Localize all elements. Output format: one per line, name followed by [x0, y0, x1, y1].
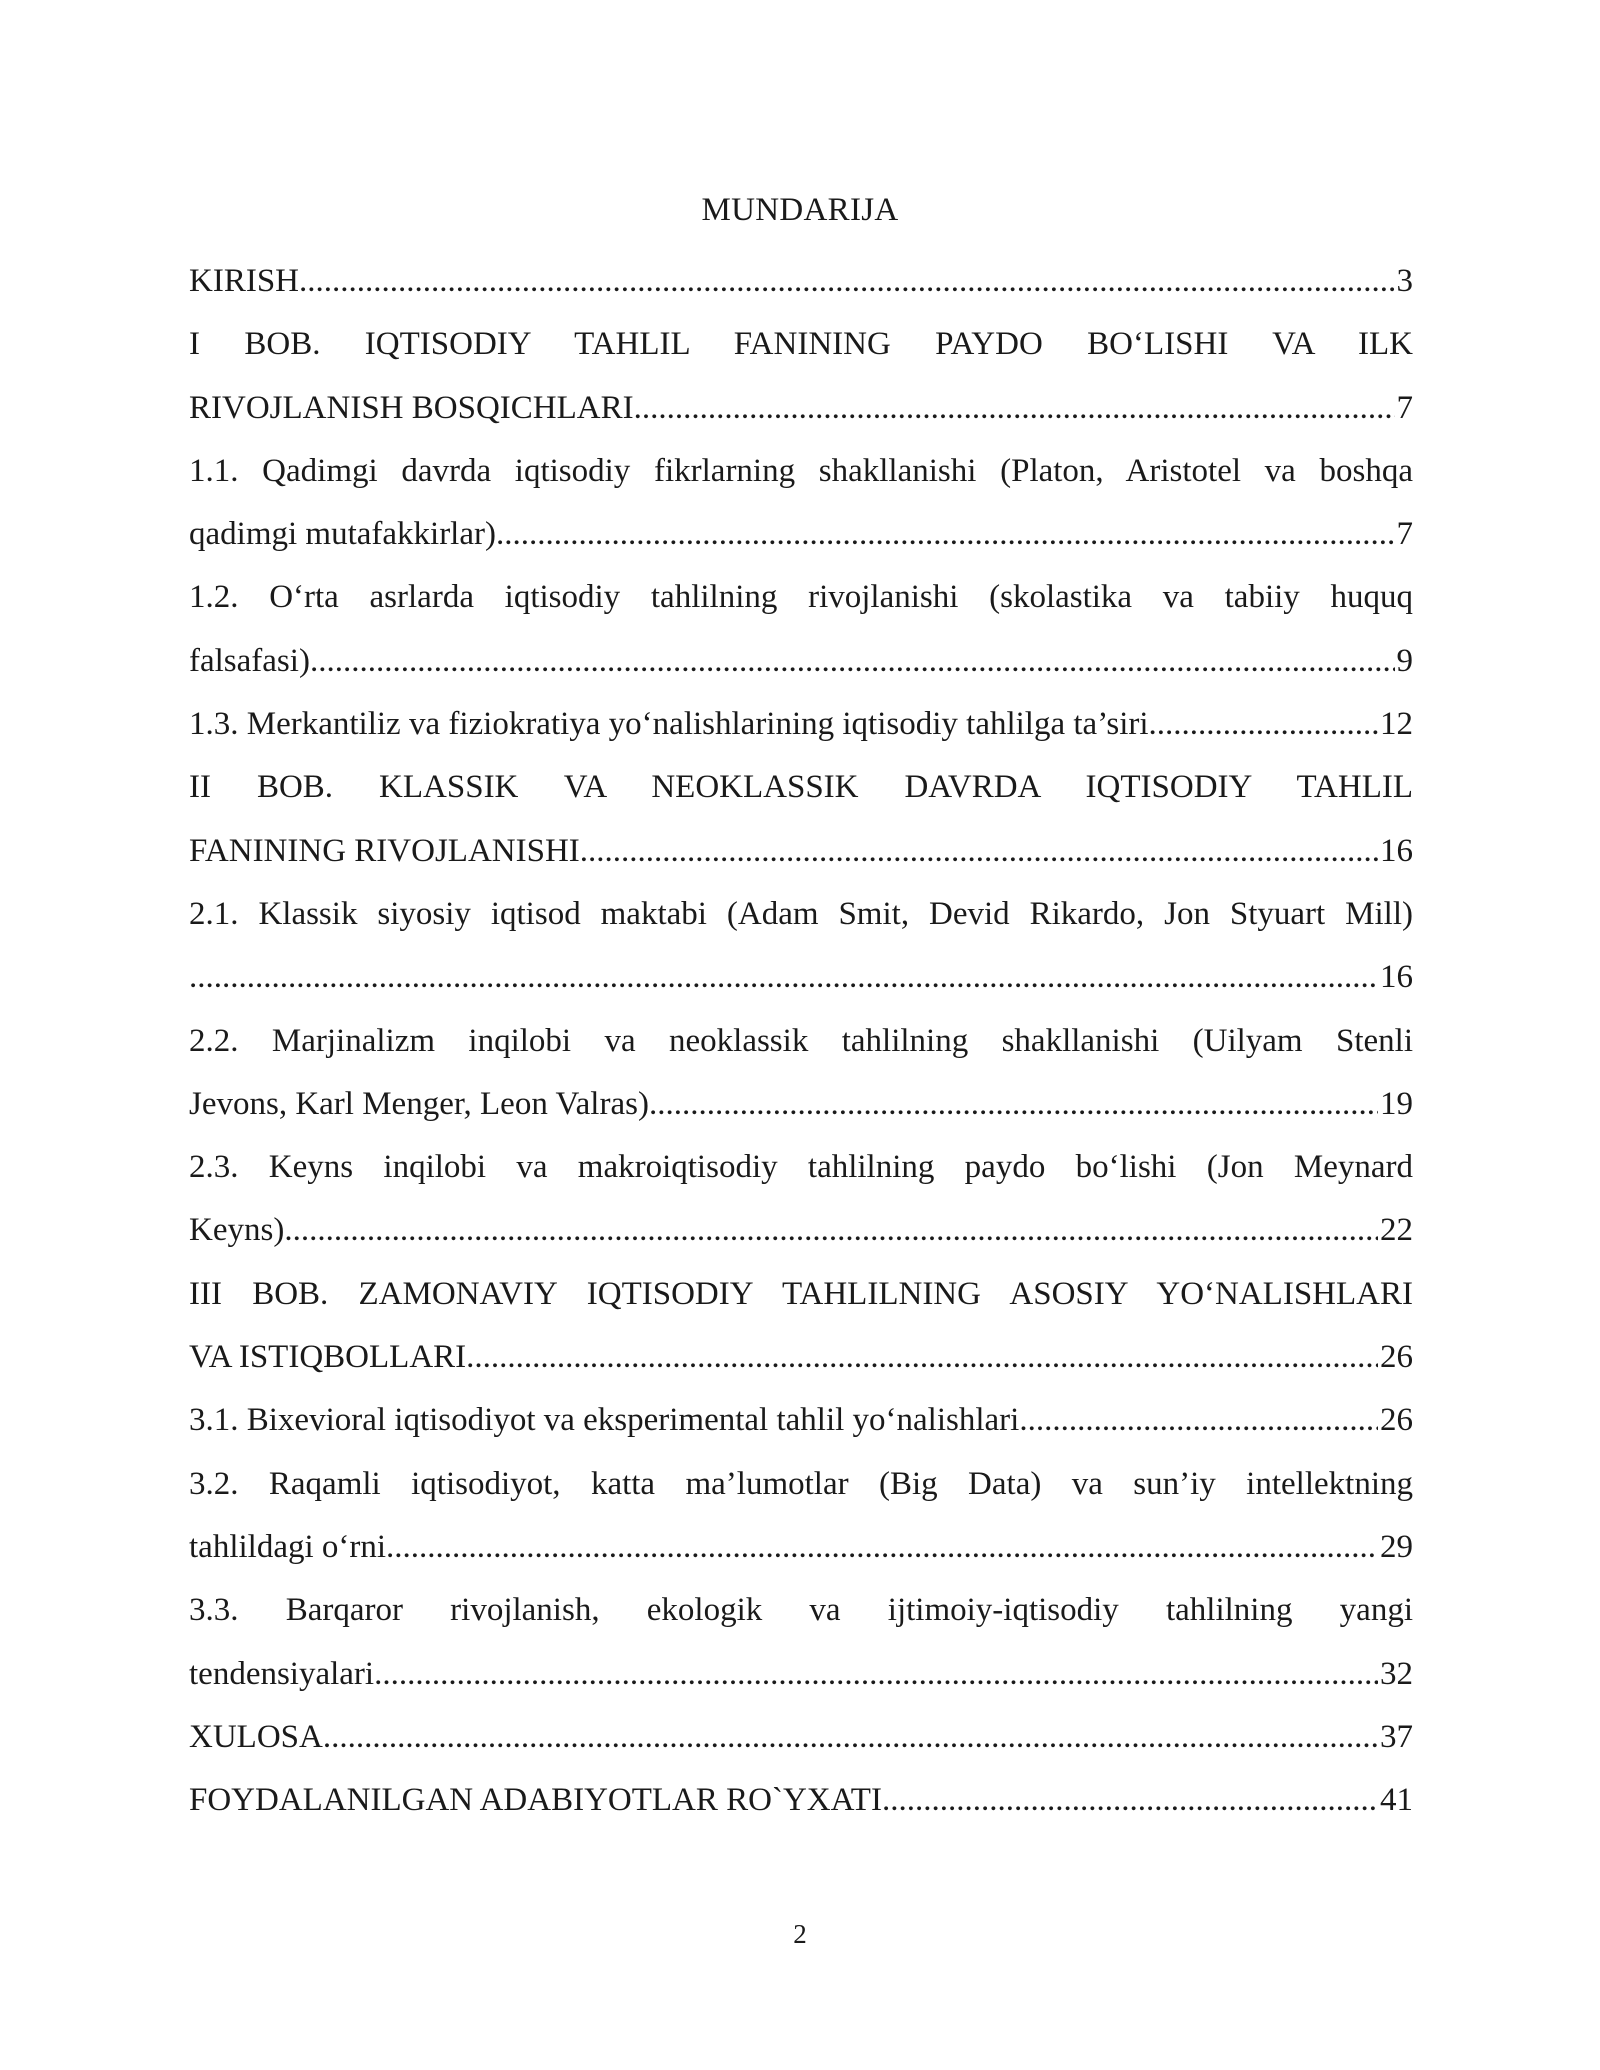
- toc-entry-conclusion[interactable]: [189, 1706, 1413, 1769]
- dot-leader: [882, 1769, 1378, 1832]
- toc-entry-text: 3.1. Bixevioral iqtisodiyot va eksperimental tahlil yo‘nalishlari: [189, 1402, 1020, 1439]
- toc-page-number: 7: [1396, 389, 1413, 426]
- toc-entry-chapter-1[interactable]: [189, 377, 1413, 440]
- toc-entry-1-1[interactable]: [189, 503, 1413, 566]
- toc-entry-text: 1.3. Merkantiliz va fiziokratiya yo‘nalishlarining iqtisodiy tahlilga ta’siri: [189, 706, 1149, 743]
- toc-entry-1-2[interactable]: [189, 630, 1413, 693]
- toc-entry-text: Jevons, Karl Menger, Leon Valras): [189, 1085, 649, 1122]
- toc-entry-text: qadimgi mutafakkirlar): [189, 516, 496, 553]
- toc-entry-1-2-heading[interactable]: 1.2. O‘rta asrlarda iqtisodiy tahlilning rivojlanishi (skolastika va tabiiy huquq: [189, 579, 1413, 616]
- dot-leader: [323, 1706, 1378, 1769]
- toc-page-number: 9: [1396, 642, 1413, 679]
- dot-leader: [386, 1516, 1378, 1579]
- toc-entry-1-3[interactable]: [189, 693, 1413, 756]
- toc-entry-3-2-heading[interactable]: 3.2. Raqamli iqtisodiyot, katta ma’lumotlar (Big Data) va sun’iy intellektning: [189, 1465, 1413, 1502]
- table-of-contents: [189, 250, 1413, 1832]
- toc-page-number: 26: [1380, 1402, 1413, 1439]
- toc-page-number: 12: [1380, 706, 1413, 743]
- toc-entry-text: XULOSA: [189, 1718, 323, 1755]
- toc-page-number: 7: [1396, 516, 1413, 553]
- toc-entry-2-2[interactable]: [189, 1073, 1413, 1136]
- toc-entry-text: VA ISTIQBOLLARI: [189, 1339, 467, 1376]
- toc-entry-chapter-3[interactable]: [189, 1326, 1413, 1389]
- toc-entry-1-1-heading[interactable]: 1.1. Qadimgi davrda iqtisodiy fikrlarning shakllanishi (Platon, Aristotel va boshqa: [189, 452, 1413, 489]
- toc-entry-references[interactable]: [189, 1769, 1413, 1832]
- toc-entry-intro[interactable]: [189, 250, 1413, 313]
- toc-entry-3-3[interactable]: [189, 1643, 1413, 1706]
- toc-entry-chapter-2[interactable]: [189, 820, 1413, 883]
- dot-leader: [374, 1643, 1378, 1706]
- toc-entry-3-1[interactable]: [189, 1389, 1413, 1452]
- dot-leader: [649, 1073, 1378, 1136]
- toc-entry-text: falsafasi): [189, 642, 310, 679]
- toc-entry-chapter-2-heading[interactable]: II BOB. KLASSIK VA NEOKLASSIK DAVRDA IQTISODIY TAHLIL: [189, 769, 1413, 806]
- toc-page-number: 32: [1380, 1655, 1413, 1692]
- toc-entry-text: KIRISH: [189, 263, 300, 299]
- toc-entry-text: FANINING RIVOJLANISHI: [189, 832, 580, 869]
- toc-page-number: 19: [1380, 1085, 1413, 1122]
- dot-leader: [310, 630, 1395, 693]
- dot-leader: [299, 250, 1394, 313]
- toc-entry-text: tendensiyalari: [189, 1655, 375, 1692]
- toc-entry-2-3[interactable]: [189, 1199, 1413, 1262]
- page-title: MUNDARIJA: [701, 192, 899, 228]
- toc-entry-2-1[interactable]: [189, 946, 1413, 1009]
- dot-leader: [189, 946, 1378, 1009]
- dot-leader: [634, 377, 1395, 440]
- toc-page-number: 16: [1380, 832, 1413, 869]
- dot-leader: [1149, 693, 1378, 756]
- toc-page-number: 29: [1380, 1528, 1413, 1565]
- dot-leader: [580, 820, 1378, 883]
- toc-entry-text: RIVOJLANISH BOSQICHLARI: [189, 389, 634, 426]
- toc-page-number: 3: [1396, 263, 1413, 299]
- toc-page-number: 22: [1380, 1212, 1413, 1249]
- dot-leader: [1019, 1389, 1378, 1452]
- toc-entry-text: tahlildagi o‘rni: [189, 1528, 387, 1565]
- toc-entry-2-3-heading[interactable]: 2.3. Keyns inqilobi va makroiqtisodiy tahlilning paydo bo‘lishi (Jon Meynard: [189, 1149, 1413, 1186]
- toc-entry-2-1-heading[interactable]: 2.1. Klassik siyosiy iqtisod maktabi (Adam Smit, Devid Rikardo, Jon Styuart Mill): [189, 895, 1413, 932]
- toc-entry-text: Keyns): [189, 1212, 285, 1249]
- page-number: 2: [793, 1919, 807, 1949]
- toc-page-number: 37: [1380, 1718, 1413, 1755]
- toc-entry-2-2-heading[interactable]: 2.2. Marjinalizm inqilobi va neoklassik tahlilning shakllanishi (Uilyam Stenli: [189, 1022, 1413, 1059]
- toc-entry-3-2[interactable]: [189, 1516, 1413, 1579]
- dot-leader: [284, 1199, 1378, 1262]
- toc-entry-chapter-1-heading[interactable]: I BOB. IQTISODIY TAHLIL FANINING PAYDO BO‘LISHI VA ILK: [189, 326, 1413, 363]
- toc-entry-text: FOYDALANILGAN ADABIYOTLAR RO`YXATI: [189, 1782, 882, 1819]
- dot-leader: [496, 503, 1395, 566]
- toc-entry-chapter-3-heading[interactable]: III BOB. ZAMONAVIY IQTISODIY TAHLILNING ASOSIY YO‘NALISHLARI: [189, 1275, 1413, 1312]
- dot-leader: [466, 1326, 1378, 1389]
- toc-page-number: 26: [1380, 1339, 1413, 1376]
- toc-page-number: 16: [1380, 959, 1413, 996]
- toc-page-number: 41: [1380, 1782, 1413, 1819]
- toc-entry-3-3-heading[interactable]: 3.3. Barqaror rivojlanish, ekologik va ijtimoiy-iqtisodiy tahlilning yangi: [189, 1592, 1413, 1629]
